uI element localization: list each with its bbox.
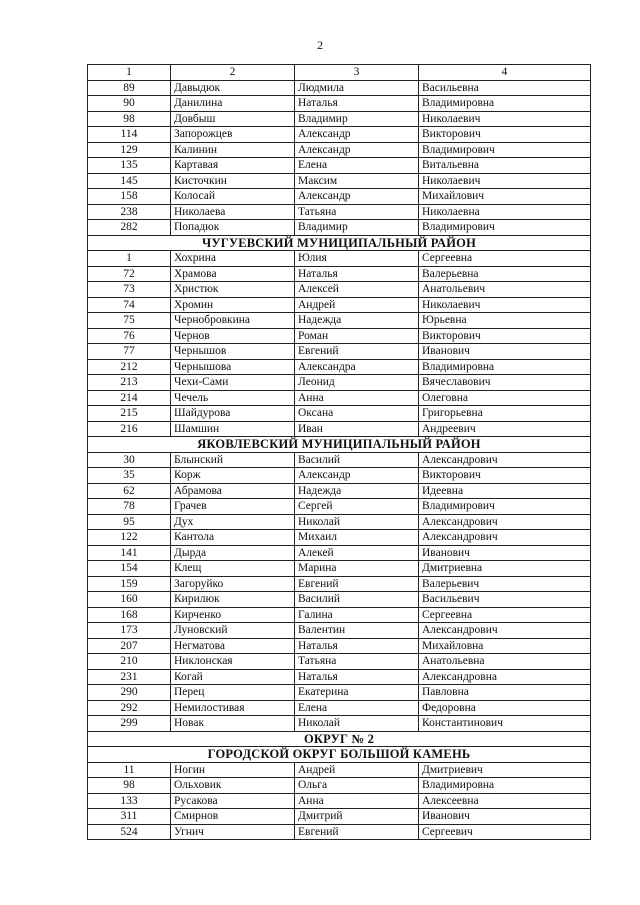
- first-name-cell: Владимир: [295, 111, 419, 127]
- first-name-cell: Максим: [295, 173, 419, 189]
- surname-cell: Хромин: [171, 297, 295, 313]
- first-name-cell: Евгений: [295, 344, 419, 360]
- section-title: ЯКОВЛЕВСКИЙ МУНИЦИПАЛЬНЫЙ РАЙОН: [88, 437, 591, 453]
- number-cell: 159: [88, 576, 171, 592]
- surname-cell: Шайдурова: [171, 406, 295, 422]
- number-cell: 145: [88, 173, 171, 189]
- table-row: [88, 669, 591, 685]
- table-row: [88, 514, 591, 530]
- patronymic-cell: Иванович: [419, 809, 591, 825]
- patronymic-cell: Дмитриевна: [419, 561, 591, 577]
- patronymic-cell: Анатольевна: [419, 654, 591, 670]
- table-row: [88, 127, 591, 143]
- surname-cell: Новак: [171, 716, 295, 732]
- table-row: [88, 344, 591, 360]
- first-name-cell: Сергей: [295, 499, 419, 515]
- surname-cell: Данилина: [171, 96, 295, 112]
- patronymic-cell: Валерьевна: [419, 266, 591, 282]
- first-name-cell: Людмила: [295, 80, 419, 96]
- first-name-cell: Роман: [295, 328, 419, 344]
- number-cell: 160: [88, 592, 171, 608]
- surname-cell: Шамшин: [171, 421, 295, 437]
- first-name-cell: Елена: [295, 700, 419, 716]
- table-row: [88, 111, 591, 127]
- first-name-cell: Анна: [295, 793, 419, 809]
- surname-cell: Калинин: [171, 142, 295, 158]
- number-cell: 238: [88, 204, 171, 220]
- number-cell: 282: [88, 220, 171, 236]
- first-name-cell: Валентин: [295, 623, 419, 639]
- patronymic-cell: Алексеевна: [419, 793, 591, 809]
- table-row: [88, 654, 591, 670]
- patronymic-cell: Анатольевич: [419, 282, 591, 298]
- patronymic-cell: Александровна: [419, 669, 591, 685]
- surname-cell: Негматова: [171, 638, 295, 654]
- patronymic-cell: Викторович: [419, 127, 591, 143]
- table-row: [88, 483, 591, 499]
- table-row: [88, 576, 591, 592]
- surname-cell: Корж: [171, 468, 295, 484]
- table-row: [88, 406, 591, 422]
- first-name-cell: Алексей: [295, 282, 419, 298]
- first-name-cell: Надежда: [295, 313, 419, 329]
- table-row: [88, 623, 591, 639]
- surname-cell: Луновский: [171, 623, 295, 639]
- number-cell: 207: [88, 638, 171, 654]
- surname-cell: Немилостивая: [171, 700, 295, 716]
- first-name-cell: Ольга: [295, 778, 419, 794]
- surname-cell: Чехи-Сами: [171, 375, 295, 391]
- first-name-cell: Василий: [295, 452, 419, 468]
- table-row: [88, 96, 591, 112]
- table-row: [88, 468, 591, 484]
- first-name-cell: Татьяна: [295, 204, 419, 220]
- patronymic-cell: Сергеевна: [419, 251, 591, 267]
- number-cell: 89: [88, 80, 171, 96]
- patronymic-cell: Сергеевна: [419, 607, 591, 623]
- table-row: [88, 189, 591, 205]
- section-header-row: [88, 731, 591, 747]
- number-cell: 90: [88, 96, 171, 112]
- number-cell: 524: [88, 824, 171, 840]
- number-cell: 76: [88, 328, 171, 344]
- table-row: [88, 592, 591, 608]
- table-row: [88, 142, 591, 158]
- number-cell: 299: [88, 716, 171, 732]
- number-cell: 122: [88, 530, 171, 546]
- number-cell: 141: [88, 545, 171, 561]
- number-cell: 210: [88, 654, 171, 670]
- surname-cell: Грачев: [171, 499, 295, 515]
- number-cell: 311: [88, 809, 171, 825]
- number-cell: 35: [88, 468, 171, 484]
- table-row: [88, 390, 591, 406]
- number-cell: 73: [88, 282, 171, 298]
- number-cell: 77: [88, 344, 171, 360]
- surname-cell: Перец: [171, 685, 295, 701]
- number-cell: 158: [88, 189, 171, 205]
- surname-cell: Блынский: [171, 452, 295, 468]
- first-name-cell: Василий: [295, 592, 419, 608]
- patronymic-cell: Иванович: [419, 344, 591, 360]
- patronymic-cell: Павловна: [419, 685, 591, 701]
- table-row: [88, 685, 591, 701]
- patronymic-cell: Владимировна: [419, 359, 591, 375]
- number-cell: 231: [88, 669, 171, 685]
- surname-cell: Довбыш: [171, 111, 295, 127]
- table-row: [88, 452, 591, 468]
- patronymic-cell: Константинович: [419, 716, 591, 732]
- section-title: ГОРОДСКОЙ ОКРУГ БОЛЬШОЙ КАМЕНЬ: [88, 747, 591, 763]
- column-header: 3: [295, 65, 419, 81]
- patronymic-cell: Николаевна: [419, 204, 591, 220]
- surname-cell: Колосай: [171, 189, 295, 205]
- table-row: [88, 545, 591, 561]
- patronymic-cell: Владимирович: [419, 142, 591, 158]
- table-row: [88, 173, 591, 189]
- patronymic-cell: Юрьевна: [419, 313, 591, 329]
- number-cell: 95: [88, 514, 171, 530]
- first-name-cell: Николай: [295, 514, 419, 530]
- first-name-cell: Александр: [295, 189, 419, 205]
- number-cell: 1: [88, 251, 171, 267]
- first-name-cell: Галина: [295, 607, 419, 623]
- member-table-body: [88, 65, 591, 840]
- surname-cell: Кисточкин: [171, 173, 295, 189]
- number-cell: 75: [88, 313, 171, 329]
- patronymic-cell: Олеговна: [419, 390, 591, 406]
- patronymic-cell: Михайловна: [419, 638, 591, 654]
- surname-cell: Чернышова: [171, 359, 295, 375]
- first-name-cell: Андрей: [295, 762, 419, 778]
- number-cell: 133: [88, 793, 171, 809]
- first-name-cell: Наталья: [295, 96, 419, 112]
- column-header: 4: [419, 65, 591, 81]
- patronymic-cell: Владимирович: [419, 220, 591, 236]
- section-header-row: [88, 437, 591, 453]
- surname-cell: Чернышов: [171, 344, 295, 360]
- number-cell: 11: [88, 762, 171, 778]
- number-cell: 213: [88, 375, 171, 391]
- table-row: [88, 809, 591, 825]
- surname-cell: Никлонская: [171, 654, 295, 670]
- surname-cell: Ольховик: [171, 778, 295, 794]
- patronymic-cell: Идеевна: [419, 483, 591, 499]
- first-name-cell: Александр: [295, 127, 419, 143]
- table-row: [88, 561, 591, 577]
- table-row: [88, 700, 591, 716]
- member-table: [87, 64, 591, 840]
- surname-cell: Клещ: [171, 561, 295, 577]
- number-cell: 173: [88, 623, 171, 639]
- table-row: [88, 313, 591, 329]
- table-row: [88, 251, 591, 267]
- column-header: 2: [171, 65, 295, 81]
- surname-cell: Хохрина: [171, 251, 295, 267]
- surname-cell: Кирченко: [171, 607, 295, 623]
- first-name-cell: Евгений: [295, 576, 419, 592]
- first-name-cell: Иван: [295, 421, 419, 437]
- table-row: [88, 328, 591, 344]
- patronymic-cell: Дмитриевич: [419, 762, 591, 778]
- table-row: [88, 266, 591, 282]
- first-name-cell: Леонид: [295, 375, 419, 391]
- patronymic-cell: Вячеславович: [419, 375, 591, 391]
- patronymic-cell: Владимировна: [419, 96, 591, 112]
- patronymic-cell: Николаевич: [419, 297, 591, 313]
- patronymic-cell: Васильевна: [419, 80, 591, 96]
- number-cell: 98: [88, 778, 171, 794]
- surname-cell: Кирилюк: [171, 592, 295, 608]
- number-cell: 78: [88, 499, 171, 515]
- table-row: [88, 282, 591, 298]
- first-name-cell: Алекей: [295, 545, 419, 561]
- patronymic-cell: Николаевич: [419, 111, 591, 127]
- surname-cell: Христюк: [171, 282, 295, 298]
- first-name-cell: Анна: [295, 390, 419, 406]
- first-name-cell: Елена: [295, 158, 419, 174]
- table-row: [88, 499, 591, 515]
- surname-cell: Дух: [171, 514, 295, 530]
- first-name-cell: Александра: [295, 359, 419, 375]
- patronymic-cell: Александрович: [419, 514, 591, 530]
- first-name-cell: Александр: [295, 468, 419, 484]
- first-name-cell: Оксана: [295, 406, 419, 422]
- patronymic-cell: Викторович: [419, 328, 591, 344]
- patronymic-cell: Викторович: [419, 468, 591, 484]
- column-header-row: [88, 65, 591, 81]
- column-header: 1: [88, 65, 171, 81]
- patronymic-cell: Александрович: [419, 623, 591, 639]
- section-title: ЧУГУЕВСКИЙ МУНИЦИПАЛЬНЫЙ РАЙОН: [88, 235, 591, 251]
- table-row: [88, 762, 591, 778]
- number-cell: 168: [88, 607, 171, 623]
- patronymic-cell: Михайлович: [419, 189, 591, 205]
- patronymic-cell: Николаевич: [419, 173, 591, 189]
- table-row: [88, 359, 591, 375]
- number-cell: 98: [88, 111, 171, 127]
- patronymic-cell: Владимирович: [419, 499, 591, 515]
- first-name-cell: Наталья: [295, 266, 419, 282]
- number-cell: 292: [88, 700, 171, 716]
- surname-cell: Николаева: [171, 204, 295, 220]
- table-row: [88, 607, 591, 623]
- table-row: [88, 220, 591, 236]
- table-row: [88, 530, 591, 546]
- surname-cell: Чечель: [171, 390, 295, 406]
- first-name-cell: Владимир: [295, 220, 419, 236]
- surname-cell: Кантола: [171, 530, 295, 546]
- number-cell: 74: [88, 297, 171, 313]
- number-cell: 154: [88, 561, 171, 577]
- surname-cell: Чернов: [171, 328, 295, 344]
- patronymic-cell: Валерьевич: [419, 576, 591, 592]
- first-name-cell: Надежда: [295, 483, 419, 499]
- first-name-cell: Дмитрий: [295, 809, 419, 825]
- table-row: [88, 824, 591, 840]
- patronymic-cell: Витальевна: [419, 158, 591, 174]
- patronymic-cell: Васильевич: [419, 592, 591, 608]
- number-cell: 135: [88, 158, 171, 174]
- patronymic-cell: Григорьевна: [419, 406, 591, 422]
- section-title: ОКРУГ № 2: [88, 731, 591, 747]
- surname-cell: Попадюк: [171, 220, 295, 236]
- patronymic-cell: Александрович: [419, 530, 591, 546]
- number-cell: 72: [88, 266, 171, 282]
- surname-cell: Ногин: [171, 762, 295, 778]
- number-cell: 114: [88, 127, 171, 143]
- surname-cell: Дырда: [171, 545, 295, 561]
- number-cell: 62: [88, 483, 171, 499]
- table-row: [88, 778, 591, 794]
- patronymic-cell: Сергеевич: [419, 824, 591, 840]
- patronymic-cell: Федоровна: [419, 700, 591, 716]
- first-name-cell: Александр: [295, 142, 419, 158]
- first-name-cell: Татьяна: [295, 654, 419, 670]
- table-row: [88, 793, 591, 809]
- patronymic-cell: Иванович: [419, 545, 591, 561]
- patronymic-cell: Андреевич: [419, 421, 591, 437]
- first-name-cell: Юлия: [295, 251, 419, 267]
- first-name-cell: Андрей: [295, 297, 419, 313]
- table-row: [88, 716, 591, 732]
- number-cell: 290: [88, 685, 171, 701]
- table-row: [88, 375, 591, 391]
- surname-cell: Запорожцев: [171, 127, 295, 143]
- surname-cell: Чернобровкина: [171, 313, 295, 329]
- table-row: [88, 80, 591, 96]
- surname-cell: Когай: [171, 669, 295, 685]
- first-name-cell: Марина: [295, 561, 419, 577]
- first-name-cell: Евгений: [295, 824, 419, 840]
- number-cell: 215: [88, 406, 171, 422]
- first-name-cell: Екатерина: [295, 685, 419, 701]
- first-name-cell: Наталья: [295, 669, 419, 685]
- surname-cell: Давыдюк: [171, 80, 295, 96]
- surname-cell: Загоруйко: [171, 576, 295, 592]
- first-name-cell: Наталья: [295, 638, 419, 654]
- surname-cell: Храмова: [171, 266, 295, 282]
- surname-cell: Русакова: [171, 793, 295, 809]
- surname-cell: Картавая: [171, 158, 295, 174]
- number-cell: 30: [88, 452, 171, 468]
- table-row: [88, 297, 591, 313]
- table-row: [88, 204, 591, 220]
- table-row: [88, 158, 591, 174]
- first-name-cell: Михаил: [295, 530, 419, 546]
- first-name-cell: Николай: [295, 716, 419, 732]
- number-cell: 129: [88, 142, 171, 158]
- page-number: 2: [317, 38, 323, 52]
- surname-cell: Смирнов: [171, 809, 295, 825]
- section-header-row: [88, 235, 591, 251]
- number-cell: 212: [88, 359, 171, 375]
- section-header-row: [88, 747, 591, 763]
- patronymic-cell: Александрович: [419, 452, 591, 468]
- table-row: [88, 638, 591, 654]
- surname-cell: Абрамова: [171, 483, 295, 499]
- patronymic-cell: Владимировна: [419, 778, 591, 794]
- number-cell: 216: [88, 421, 171, 437]
- number-cell: 214: [88, 390, 171, 406]
- table-row: [88, 421, 591, 437]
- surname-cell: Угнич: [171, 824, 295, 840]
